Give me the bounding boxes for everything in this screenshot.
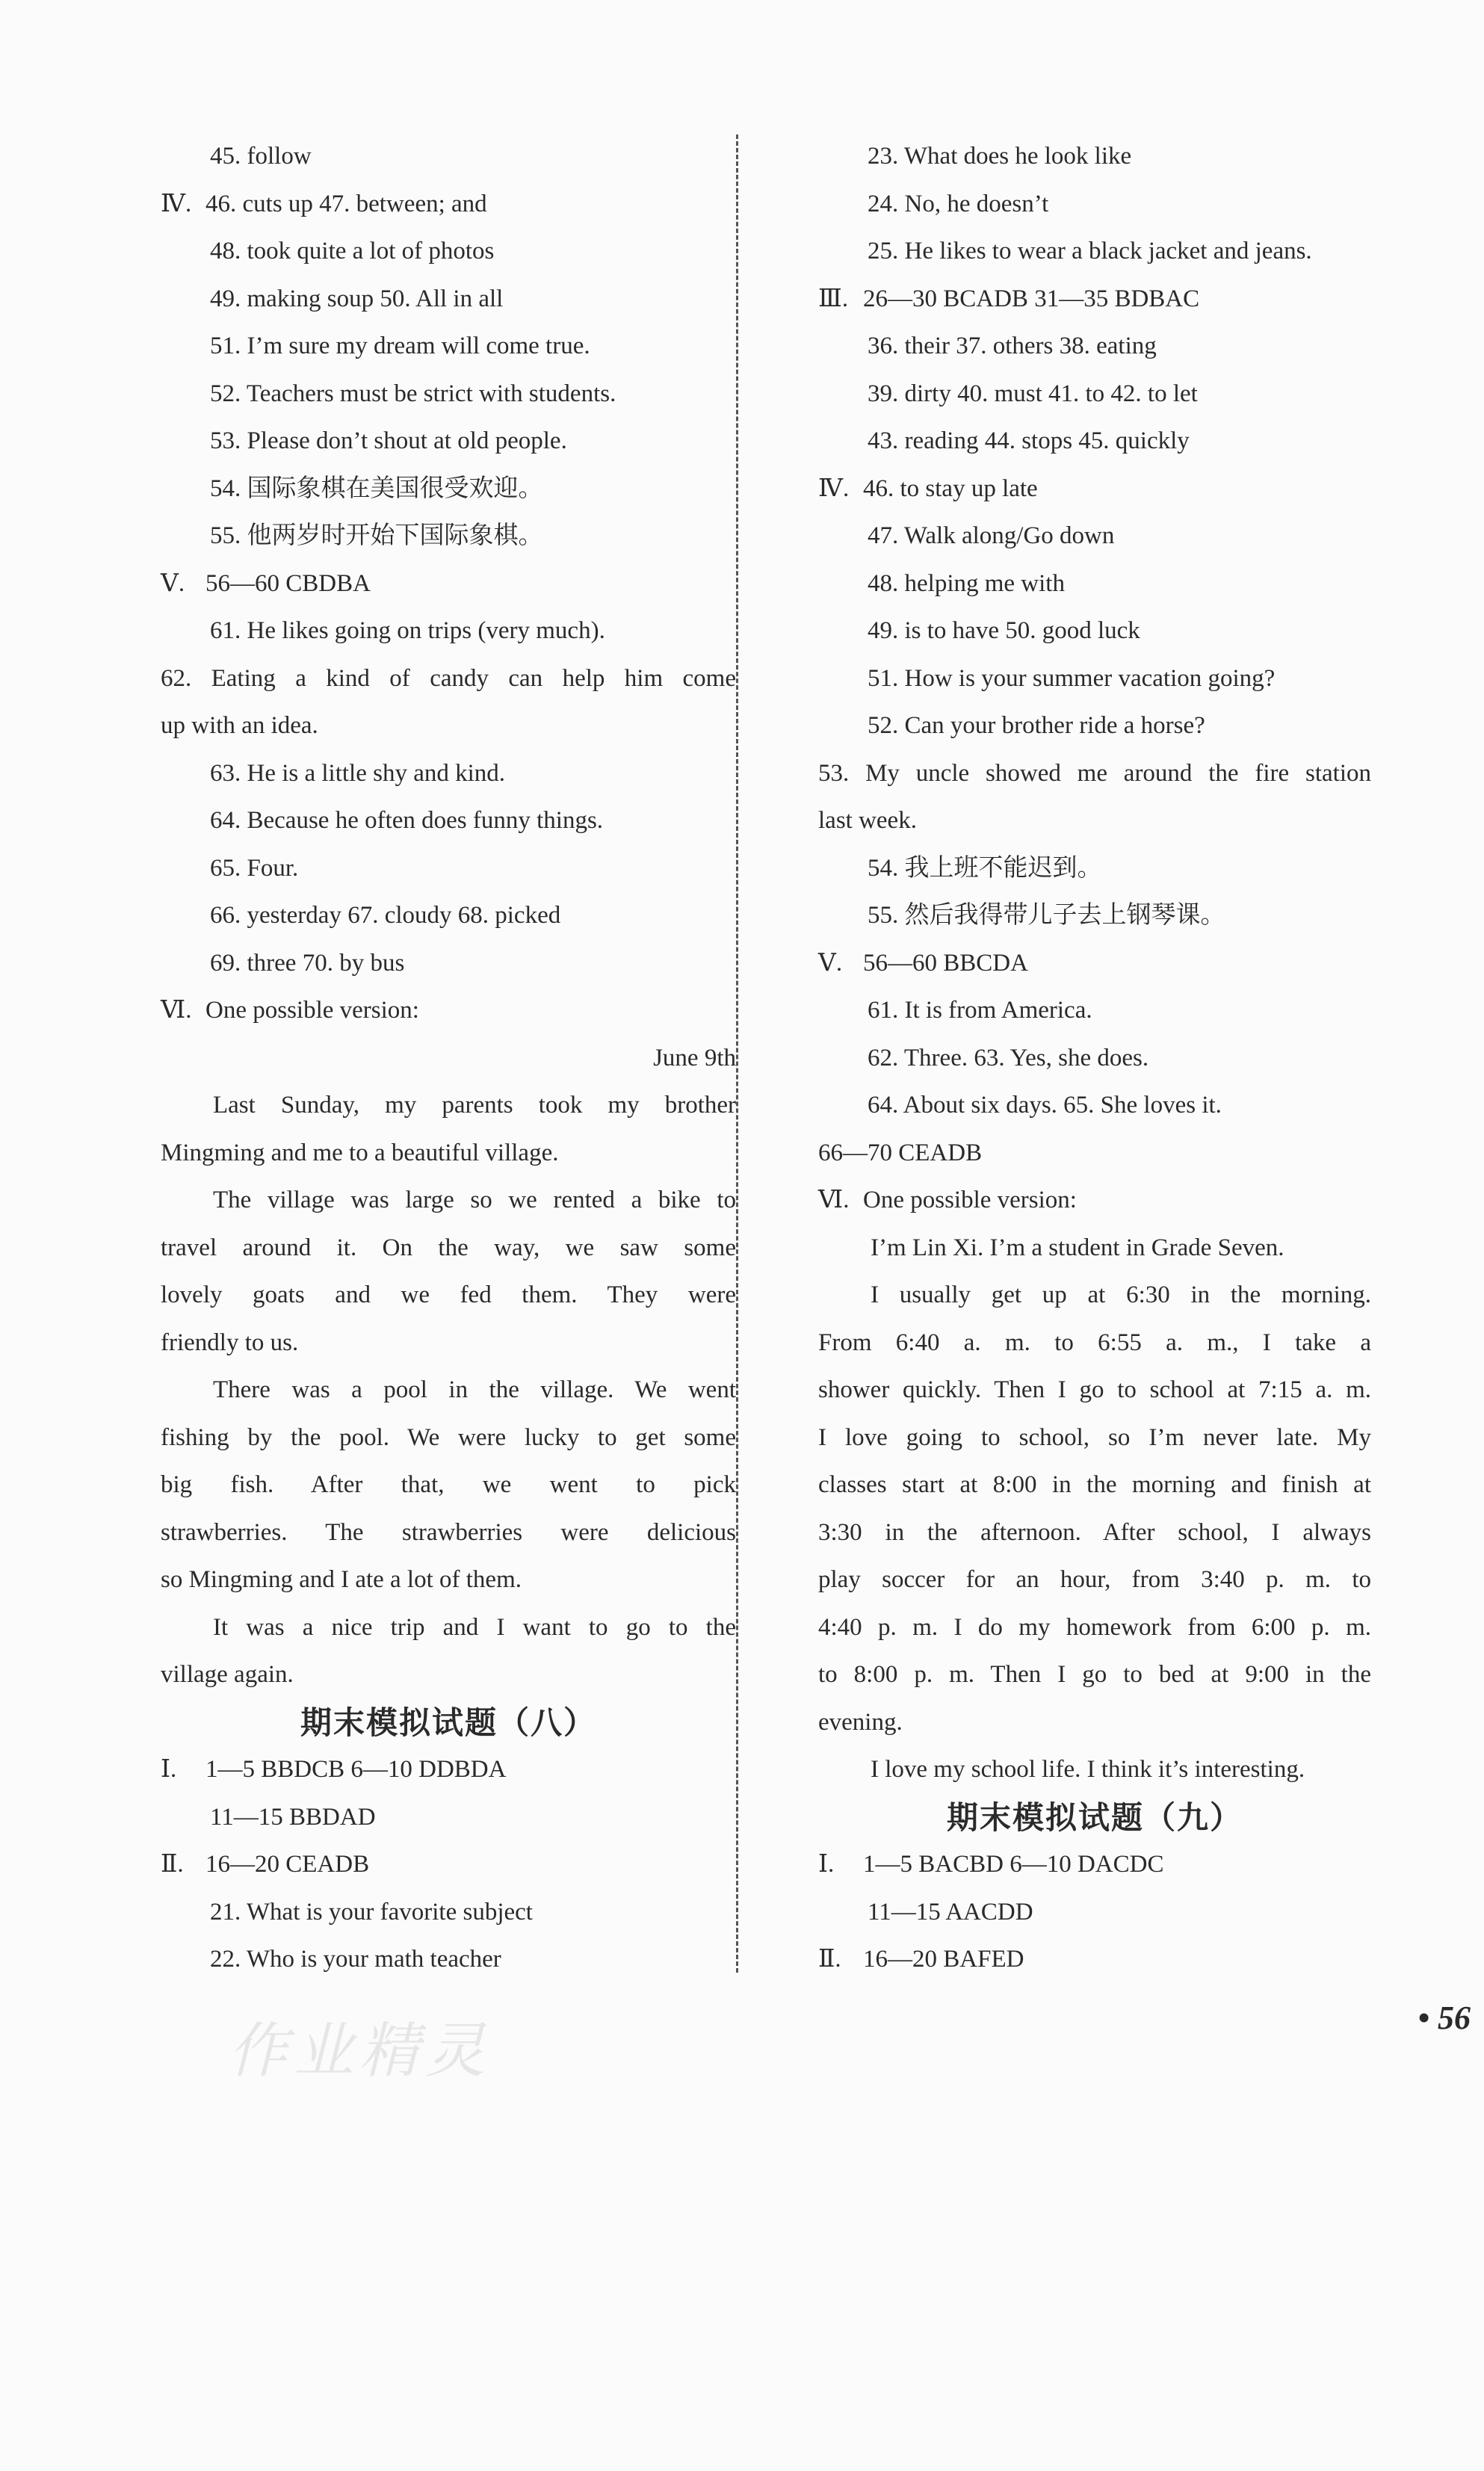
answer-line — [161, 750, 736, 798]
line-text: 45. follow — [210, 143, 312, 170]
section-heading — [818, 1794, 1371, 1842]
line-text: I’m Lin Xi. I’m a student in Grade Seven. — [871, 1234, 1284, 1261]
line-text: village again. — [161, 1661, 294, 1688]
answer-line — [161, 1889, 736, 1937]
line-text: fishing by the pool. We were lucky to get some — [161, 1423, 736, 1451]
answer-line — [818, 845, 1371, 893]
answer-line — [161, 1177, 736, 1225]
answer-line — [161, 987, 736, 1035]
answer-line — [818, 1699, 1371, 1747]
line-text: 期末模拟试题（八） — [300, 1704, 596, 1741]
line-text: 66. yesterday 67. cloudy 68. picked — [210, 902, 561, 929]
answer-line — [161, 560, 736, 608]
line-text: evening. — [818, 1708, 903, 1736]
line-text: I love my school life. I think it’s interesting. — [871, 1756, 1305, 1783]
answer-line — [818, 513, 1371, 560]
answer-line — [818, 1556, 1371, 1604]
answer-line — [161, 1604, 736, 1652]
section-numeral: Ⅰ. — [818, 1851, 835, 1878]
watermark: 作业精灵 — [228, 2016, 491, 2085]
answer-line — [161, 1414, 736, 1462]
line-text: big fish. After that, we went to pick — [161, 1471, 736, 1498]
line-text: 65. Four. — [210, 854, 299, 882]
answer-line — [818, 1130, 1371, 1178]
line-text: 56—60 CBDBA — [205, 569, 371, 597]
line-text: 24. No, he doesn’t — [868, 190, 1049, 217]
line-text: 48. helping me with — [868, 569, 1065, 597]
answer-line — [818, 1272, 1371, 1320]
line-text: It was a nice trip and I want to go to the — [213, 1613, 736, 1641]
section-numeral: Ⅱ. — [161, 1851, 184, 1878]
answer-line — [818, 1746, 1371, 1794]
answer-line — [161, 276, 736, 324]
section-numeral: Ⅳ. — [161, 190, 192, 217]
line-text: 52. Can your brother ride a horse? — [868, 712, 1205, 739]
answer-line — [818, 1936, 1371, 1984]
answer-line — [161, 513, 736, 560]
line-text: 16—20 BAFED — [863, 1946, 1024, 1973]
answer-line — [161, 1320, 736, 1367]
line-text: so Mingming and I ate a lot of them. — [161, 1566, 522, 1593]
answer-line — [818, 1320, 1371, 1367]
line-text: June 9th — [653, 1044, 736, 1071]
answer-line — [818, 1462, 1371, 1509]
line-text: There was a pool in the village. We went — [213, 1376, 736, 1403]
answer-line — [818, 1651, 1371, 1699]
line-text: 1—5 BBDCB 6—10 DDBDA — [205, 1756, 507, 1783]
answer-line — [818, 655, 1371, 703]
line-text: 4:40 p. m. I do my homework from 6:00 p. m. — [818, 1613, 1371, 1641]
answer-line — [161, 418, 736, 466]
answer-line — [161, 1556, 736, 1604]
answer-line — [161, 1462, 736, 1509]
answer-line — [161, 892, 736, 940]
line-text: 48. took quite a lot of photos — [210, 238, 495, 265]
line-text: 36. their 37. others 38. eating — [868, 333, 1157, 359]
line-text: 66—70 CEADB — [818, 1139, 983, 1166]
answer-line — [818, 228, 1371, 276]
answer-line — [818, 1414, 1371, 1462]
column-divider — [736, 134, 738, 1973]
line-text: 51. How is your summer vacation going? — [868, 664, 1276, 692]
answer-line — [818, 1889, 1371, 1937]
line-text: 26—30 BCADB 31—35 BDBAC — [863, 285, 1200, 312]
answer-line — [818, 1509, 1371, 1557]
answer-line — [161, 1035, 736, 1083]
line-text: 54. 我上班不能迟到。 — [868, 854, 1102, 882]
answer-line — [818, 1177, 1371, 1225]
answer-line — [818, 1367, 1371, 1414]
answer-line — [818, 466, 1371, 513]
answer-line — [818, 133, 1371, 181]
line-text: shower quickly. Then I go to school at 7:15 a. m. — [818, 1376, 1371, 1403]
line-text: 47. Walk along/Go down — [868, 522, 1115, 549]
answer-line — [161, 1367, 736, 1414]
answer-line — [818, 276, 1371, 324]
line-text: 51. I’m sure my dream will come true. — [210, 333, 590, 359]
line-text: 55. 然后我得带儿子去上钢琴课。 — [868, 902, 1225, 929]
line-text: 49. is to have 50. good luck — [868, 617, 1140, 644]
line-text: friendly to us. — [161, 1329, 299, 1356]
line-text: 39. dirty 40. must 41. to 42. to let — [868, 380, 1198, 407]
answer-line — [818, 418, 1371, 466]
answer-line — [161, 1082, 736, 1130]
answer-line — [161, 1130, 736, 1178]
answer-line — [161, 1746, 736, 1794]
line-text: 61. He likes going on trips (very much). — [210, 617, 605, 644]
line-text: 53. Please don’t shout at old people. — [210, 427, 567, 454]
answer-line — [818, 1841, 1371, 1889]
answer-line — [818, 607, 1371, 655]
answer-line — [818, 702, 1371, 750]
answer-line — [161, 181, 736, 229]
right-column — [818, 133, 1371, 1984]
line-text: classes start at 8:00 in the morning and finish at — [818, 1471, 1371, 1498]
answer-line — [818, 1604, 1371, 1652]
answer-line — [818, 323, 1371, 371]
answer-line — [161, 607, 736, 655]
answer-line — [161, 845, 736, 893]
answer-line — [161, 1841, 736, 1889]
line-text: 1—5 BACBD 6—10 DACDC — [863, 1851, 1164, 1878]
line-text: 56—60 BBCDA — [863, 949, 1028, 977]
answer-line — [161, 797, 736, 845]
left-column — [161, 133, 736, 1984]
line-text: 期末模拟试题（九） — [946, 1799, 1243, 1836]
line-text: up with an idea. — [161, 712, 318, 739]
line-text: 61. It is from America. — [868, 997, 1092, 1024]
answer-line — [161, 1272, 736, 1320]
answer-line — [818, 940, 1371, 988]
line-text: 63. He is a little shy and kind. — [210, 759, 506, 787]
answer-line — [161, 371, 736, 418]
answer-line — [818, 987, 1371, 1035]
line-text: 64. About six days. 65. She loves it. — [868, 1092, 1222, 1119]
answer-line — [818, 750, 1371, 798]
line-text: 46. to stay up late — [863, 474, 1038, 502]
answer-line — [161, 1794, 736, 1842]
line-text: 16—20 CEADB — [205, 1851, 370, 1878]
answer-line — [818, 797, 1371, 845]
answer-line — [818, 1225, 1371, 1272]
answer-line — [161, 702, 736, 750]
line-text: The village was large so we rented a bike to — [213, 1187, 736, 1213]
line-text: I usually get up at 6:30 in the morning. — [871, 1281, 1371, 1308]
line-text: last week. — [818, 807, 917, 834]
section-numeral: Ⅴ. — [161, 569, 185, 597]
line-text: 46. cuts up 47. between; and — [205, 190, 487, 217]
line-text: play soccer for an hour, from 3:40 p. m. to — [818, 1566, 1371, 1593]
line-text: 11—15 AACDD — [868, 1898, 1033, 1926]
line-text: 3:30 in the afternoon. After school, I always — [818, 1518, 1371, 1546]
page-number-value: 56 — [1438, 2000, 1471, 2036]
answer-line — [161, 655, 736, 703]
section-numeral: Ⅴ. — [818, 949, 843, 977]
line-text: 53. My uncle showed me around the fire station — [818, 759, 1371, 787]
line-text: Last Sunday, my parents took my brother — [213, 1092, 736, 1119]
line-text: 21. What is your favorite subject — [210, 1898, 533, 1926]
section-heading — [161, 1699, 736, 1747]
answer-line — [818, 1035, 1371, 1083]
line-text: 55. 他两岁时开始下国际象棋。 — [210, 522, 543, 549]
answer-line — [161, 1509, 736, 1557]
page-marker: • — [1417, 2000, 1429, 2036]
answer-line — [818, 371, 1371, 418]
section-numeral: Ⅳ. — [818, 474, 850, 502]
line-text: 43. reading 44. stops 45. quickly — [868, 427, 1190, 454]
section-numeral: Ⅲ. — [818, 285, 849, 312]
line-text: I love going to school, so I’m never late. My — [818, 1423, 1371, 1451]
line-text: travel around it. On the way, we saw some — [161, 1234, 736, 1261]
line-text: 69. three 70. by bus — [210, 949, 405, 977]
answer-line — [161, 940, 736, 988]
line-text: to 8:00 p. m. Then I go to bed at 9:00 in the — [818, 1661, 1371, 1688]
line-text: 49. making soup 50. All in all — [210, 285, 504, 312]
line-text: 64. Because he often does funny things. — [210, 807, 604, 834]
section-numeral: Ⅰ. — [161, 1756, 177, 1783]
line-text: 54. 国际象棋在美国很受欢迎。 — [210, 474, 543, 502]
answer-line — [818, 892, 1371, 940]
line-text: 62. Three. 63. Yes, she does. — [868, 1044, 1149, 1071]
line-text: strawberries. The strawberries were delicious — [161, 1518, 736, 1546]
line-text: 23. What does he look like — [868, 143, 1132, 170]
line-text: 22. Who is your math teacher — [210, 1946, 501, 1973]
line-text: 52. Teachers must be strict with students. — [210, 380, 616, 407]
page-number — [1418, 1999, 1471, 2037]
section-numeral: Ⅱ. — [818, 1946, 841, 1973]
answer-line — [161, 133, 736, 181]
answer-line — [161, 1936, 736, 1984]
line-text: From 6:40 a. m. to 6:55 a. m., I take a — [818, 1329, 1371, 1356]
line-text: 62. Eating a kind of candy can help him come — [161, 664, 736, 692]
line-text: lovely goats and we fed them. They were — [161, 1281, 736, 1308]
answer-line — [161, 228, 736, 276]
answer-line — [161, 1651, 736, 1699]
answer-line — [818, 181, 1371, 229]
line-text: 25. He likes to wear a black jacket and jeans. — [868, 238, 1312, 265]
line-text: One possible version: — [863, 1187, 1077, 1213]
answer-line — [161, 1225, 736, 1272]
line-text: Mingming and me to a beautiful village. — [161, 1139, 559, 1166]
answer-line — [161, 323, 736, 371]
answer-line — [818, 560, 1371, 608]
answer-line — [818, 1082, 1371, 1130]
line-text: One possible version: — [205, 997, 419, 1024]
section-numeral: Ⅵ. — [161, 997, 192, 1024]
line-text: 11—15 BBDAD — [210, 1803, 376, 1831]
answer-line — [161, 466, 736, 513]
section-numeral: Ⅵ. — [818, 1187, 850, 1213]
